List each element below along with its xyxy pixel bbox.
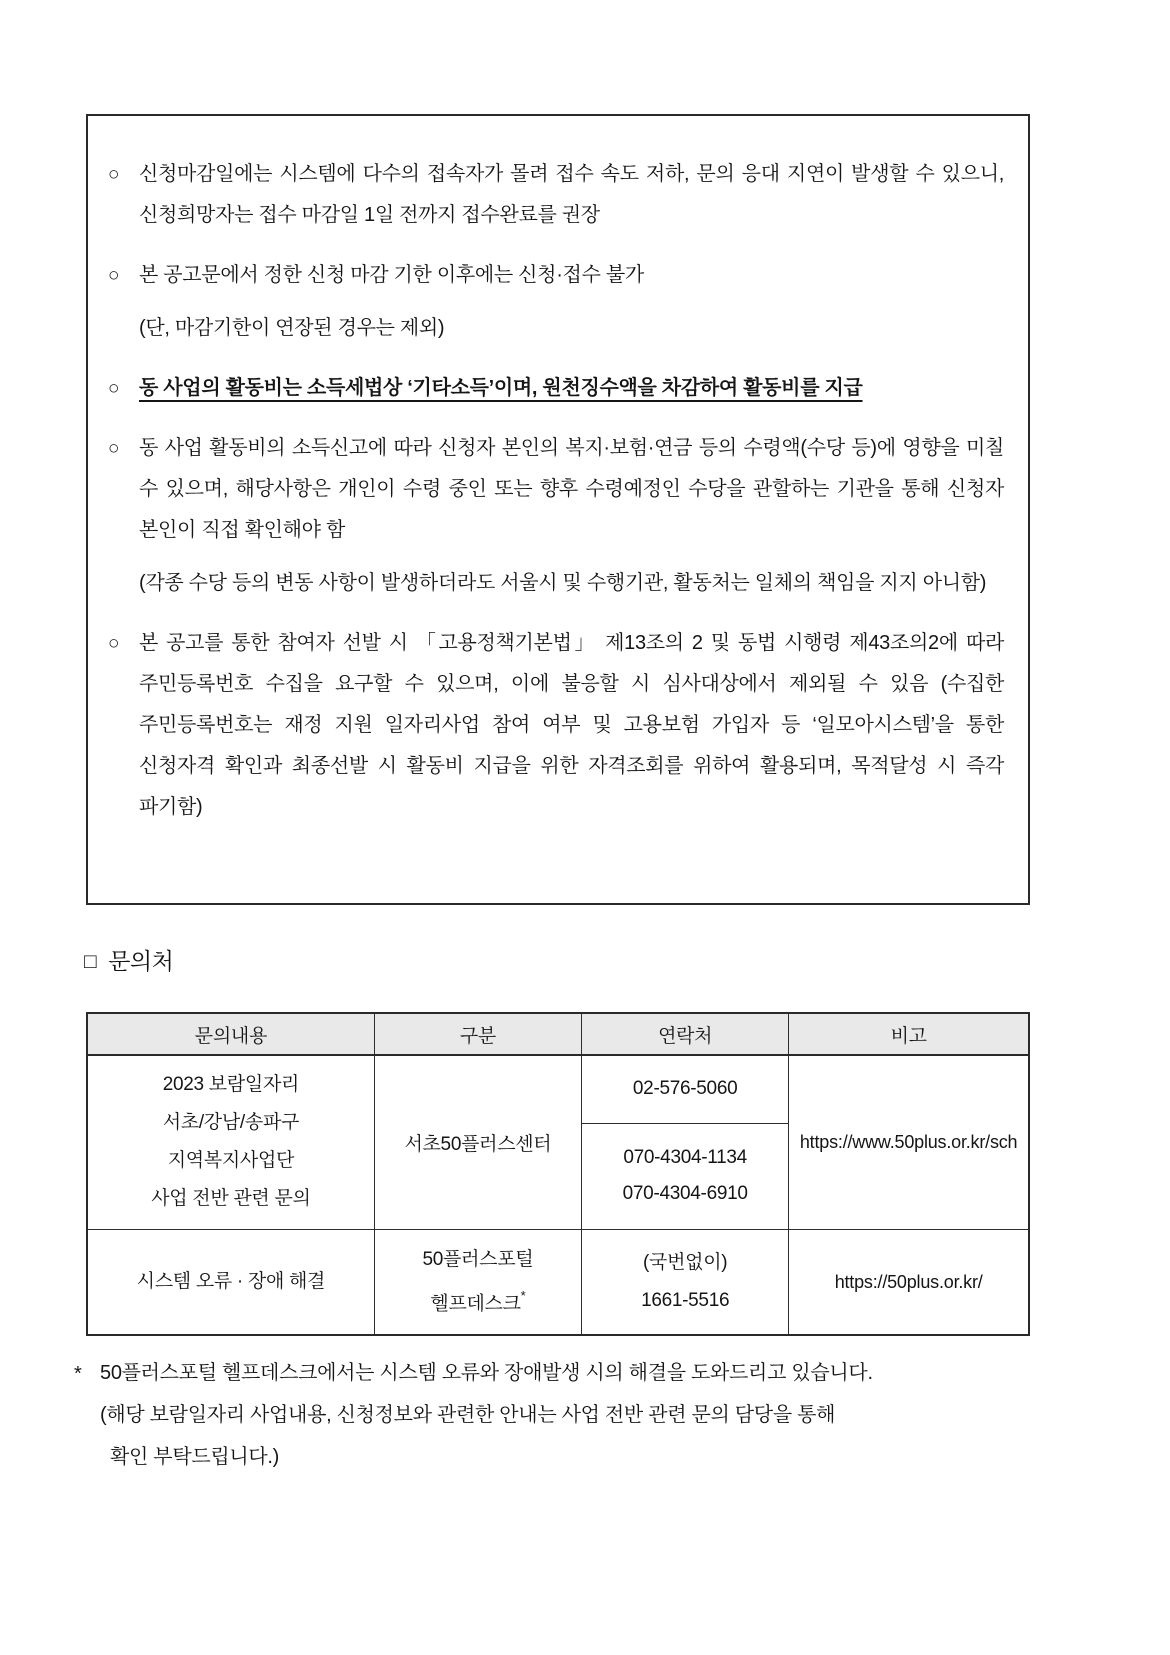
cell-phone-main: 02-576-5060 [582,1055,789,1123]
circle-bullet-icon: ○ [108,164,120,185]
header-note: 비고 [789,1013,1029,1055]
phone-line: 070-4304-6910 [622,1183,748,1204]
footnote-line: 확인 부탁드립니다.) [110,1446,280,1468]
cell-inquiry-system-error: 시스템 오류 · 장애 해결 [87,1229,374,1335]
asterisk-icon: * [74,1363,82,1385]
notice-item-no-late-apply [108,255,1004,349]
header-contact: 연락처 [582,1013,789,1055]
inquiry-line: 사업 전반 관련 문의 [151,1188,311,1210]
cell-inquiry-program [87,1055,374,1229]
contact-table-header-row [87,1013,1029,1055]
cell-phone-secondary [582,1123,789,1229]
cell-note-url: https://www.50plus.or.kr/sch [789,1055,1029,1229]
table-row [87,1229,1029,1335]
notice-paragraph: 신청마감일에는 시스템에 다수의 접속자가 몰려 접수 속도 저하, 문의 응대 지연이 발생할 수 있으니, 신청희망자는 접수 마감일 1일 전까지 접수완료를 권장 [139,163,1004,226]
notice-item-income-report [108,428,1004,604]
circle-bullet-icon: ○ [108,378,120,399]
footnote-line: (해당 보람일자리 사업내용, 신청정보와 관련한 안내는 사업 전반 관련 문의 담당을 통해 [100,1404,836,1426]
section-title: 문의처 [108,948,174,974]
header-inquiry-content: 문의내용 [87,1013,374,1055]
notice-paragraph-sub: (단, 마감기한이 연장된 경우는 제외) [139,317,445,339]
notice-paragraph-emphasized: 동 사업의 활동비는 소득세법상 ‘기타소득’이며, 원천징수액을 차감하여 활동비를 지급 [139,377,863,399]
phone-line: 1661-5516 [641,1289,730,1311]
contact-table [86,1012,1030,1336]
circle-bullet-icon: ○ [108,265,120,286]
notice-item-tax-emphasis [108,368,1004,409]
contact-section-heading [84,946,173,978]
header-division: 구분 [374,1013,581,1055]
division-line: 50플러스포털 [422,1248,534,1270]
cell-division-helpdesk [374,1229,581,1335]
square-bullet-icon: □ [84,950,97,973]
phone-line: 070-4304-1134 [623,1147,747,1168]
footnote-body [74,1352,1074,1478]
footnote-line: 50플러스포털 헬프데스크에서는 시스템 오류와 장애발생 시의 해결을 도와드리고 있습니다. [100,1362,873,1384]
notice-item-resident-number [108,623,1004,828]
cell-division-center: 서초50플러스센터 [374,1055,581,1229]
division-line: 헬프데스크* [430,1287,526,1314]
notice-paragraph: 동 사업 활동비의 소득신고에 따라 신청자 본인의 복지·보험·연금 등의 수령액(수당 등)에 영향을 미칠 수 있으며, 해당사항은 개인이 수령 중인 또는 향후 수령예정인 수당을 관할하는 기관을 통해 신청자 본인이 직접 확인해야 함 [139,437,1004,541]
notice-paragraph: 본 공고문에서 정한 신청 마감 기한 이후에는 신청·접수 불가 [139,264,644,286]
footnote-asterisk: * [520,1287,526,1303]
inquiry-line: 서초/강남/송파구 [162,1112,300,1134]
notice-item-deadline-traffic [108,154,1004,236]
inquiry-line: 2023 보람일자리 [162,1074,300,1096]
circle-bullet-icon: ○ [108,438,120,459]
helpdesk-footnote [74,1352,1074,1478]
cell-phone-helpdesk [582,1229,789,1335]
notice-paragraph: 본 공고를 통한 참여자 선발 시 「고용정책기본법」 제13조의 2 및 동법 시행령 제43조의2에 따라 주민등록번호 수집을 요구할 수 있으며, 이에 불응할 시 심사대상에서 제외될 수 있음 (수집한 주민등록번호는 재정 지원 일자리사업 참여 여부 및 고용보험 가입자 등 ‘일모아시스템’을 통한 신청자격 확인과 최종선발 시 활동비 지급을 위한 자격조회를 위하여 활용되며, 목적달성 시 즉각 파기함) [139,632,1004,818]
inquiry-line: 지역복지사업단 [167,1150,295,1172]
circle-bullet-icon: ○ [108,633,120,654]
cell-note-url: https://50plus.or.kr/ [789,1229,1029,1335]
table-row [87,1055,1029,1123]
notice-paragraph-sub: (각종 수당 등의 변동 사항이 발생하더라도 서울시 및 수행기관, 활동처는 일체의 책임을 지지 아니함) [139,572,987,594]
phone-line: (국번없이) [643,1251,728,1273]
notice-box [86,114,1030,905]
